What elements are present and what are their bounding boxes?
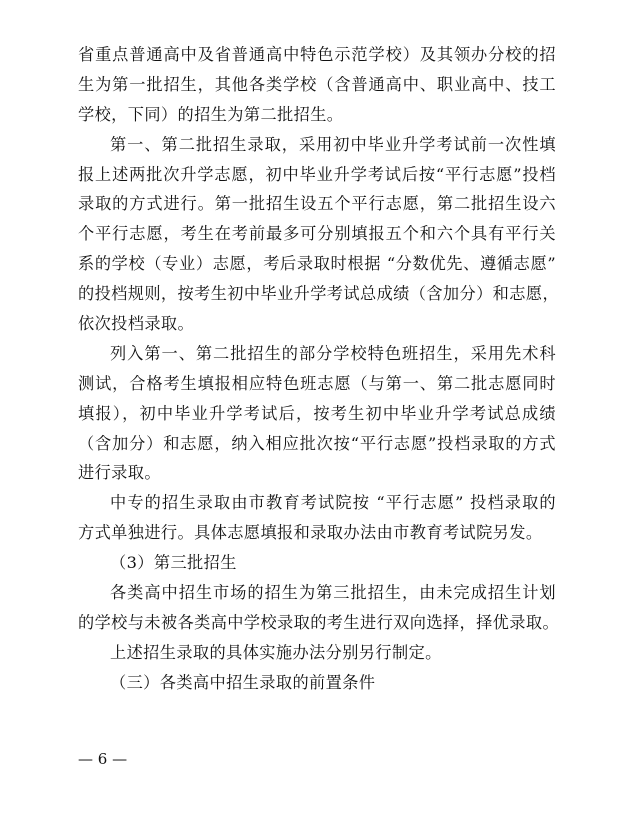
paragraph-start-line: 各类高中招生市场的招生为第三批招生，由未完成招生计划 xyxy=(110,583,556,603)
page-number: — 6 — xyxy=(78,750,128,768)
text-line: 测试，合格考生填报相应特色班志愿（与第一、第二批志愿同时 xyxy=(78,373,556,393)
text-line: 进行录取。 xyxy=(78,463,161,483)
text-line: 录取的方式进行。第一批招生设五个平行志愿，第二批招生设六 xyxy=(78,194,556,214)
paragraph-start-line: 上述招生录取的具体实施办法分别另行制定。 xyxy=(110,642,442,662)
text-line: 报上述两批次升学志愿，初中毕业升学考试后按“平行志愿”投档 xyxy=(78,164,556,184)
text-line: 方式单独进行。具体志愿填报和录取办法由市教育考试院另发。 xyxy=(78,523,543,543)
paragraph-start-line: 列入第一、第二批招生的部分学校特色班招生，采用先术科 xyxy=(110,343,556,363)
text-line: 的投档规则，按考生初中毕业升学考试总成绩（含加分）和志愿， xyxy=(78,284,560,304)
text-line: 填报），初中毕业升学考试后，按考生初中毕业升学考试总成绩 xyxy=(78,403,556,423)
text-line: （含加分）和志愿，纳入相应批次按“平行志愿”投档录取的方式 xyxy=(78,433,556,453)
text-line: 个平行志愿，考生在考前最多可分别填报五个和六个具有平行关 xyxy=(78,224,556,244)
text-line: 系的学校（专业）志愿，考后录取时根据 “分数优先、遵循志愿” xyxy=(78,254,556,274)
document-body xyxy=(78,40,560,698)
text-line: 生为第一批招生，其他各类学校（含普通高中、职业高中、技工 xyxy=(78,74,556,94)
text-line: 依次投档录取。 xyxy=(78,314,195,334)
text-line: 学校，下同）的招生为第二批招生。 xyxy=(78,104,344,124)
section-heading: （3）第三批招生 xyxy=(110,553,237,573)
text-line: 省重点普通高中及省普通高中特色示范学校）及其领办分校的招 xyxy=(78,45,556,64)
section-heading: （三）各类高中招生录取的前置条件 xyxy=(110,672,376,692)
paragraph-start-line: 第一、第二批招生录取，采用初中毕业升学考试前一次性填 xyxy=(110,134,556,154)
text-line: 的学校与未被各类高中学校录取的考生进行双向选择，择优录取。 xyxy=(78,612,560,632)
paragraph-start-line: 中专的招生录取由市教育考试院按 “平行志愿” 投档录取的 xyxy=(110,493,556,513)
